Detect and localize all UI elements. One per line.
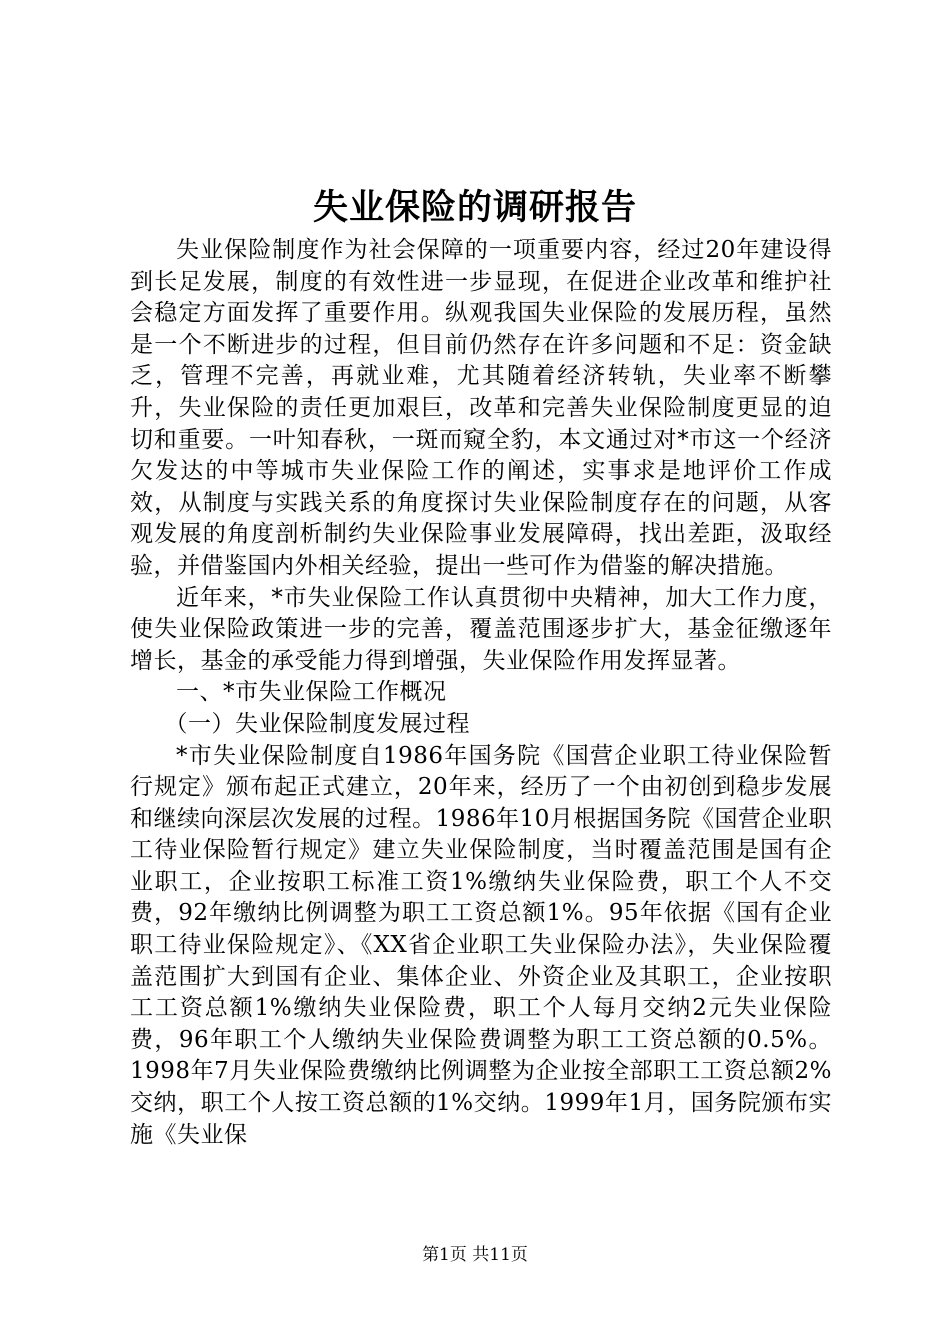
section-heading: 一、*市失业保险工作概况	[176, 679, 447, 706]
document-body	[130, 235, 832, 1151]
document-title: 失业保险的调研报告	[312, 187, 637, 228]
subsection-heading: （一）失业保险制度发展过程	[164, 710, 470, 737]
page-number-footer: 第1页 共11页	[422, 1245, 528, 1265]
paragraph-overview: 近年来，*市失业保险工作认真贯彻中央精神，加大工作力度，使失业保险政策进一步的完善，覆盖范围逐步扩大，基金征缴逐年增长，基金的承受能力得到增强，失业保险作用发挥显著。	[130, 584, 832, 674]
paragraph-intro: 失业保险制度作为社会保障的一项重要内容，经过20年建设得到长足发展，制度的有效性进一步显现，在促进企业改革和维护社会稳定方面发挥了重要作用。纵观我国失业保险的发展历程，虽然是一个不断进步的过程，但目前仍然存在许多问题和不足：资金缺乏，管理不完善，再就业难，尤其随着经济转轨，失业率不断攀升，失业保险的责任更加艰巨，改革和完善失业保险制度更显的迫切和重要。一叶知春秋，一斑而窥全豹，本文通过对*市这一个经济欠发达的中等城市失业保险工作的阐述，实事求是地评价工作成效，从制度与实践关系的角度探讨失业保险制度存在的问题，从客观发展的角度剖析制约失业保险事业发展障碍，找出差距，汲取经验，并借鉴国内外相关经验，提出一些可作为借鉴的解决措施。	[130, 237, 832, 579]
paragraph-history: *市失业保险制度自1986年国务院《国营企业职工待业保险暂行规定》颁布起正式建立，20年来，经历了一个由初创到稳步发展和继续向深层次发展的过程。1986年10月根据国务院《国营企业职工待业保险暂行规定》建立失业保险制度，当时覆盖范围是国有企业职工，企业按职工标准工资1%缴纳失业保险费，职工个人不交费，92年缴纳比例调整为职工工资总额1%。95年依据《国有企业职工待业保险规定》、《XX省企业职工失业保险办法》，失业保险覆盖范围扩大到国有企业、集体企业、外资企业及其职工，企业按职工工资总额1%缴纳失业保险费，职工个人每月交纳2元失业保险费，96年职工个人缴纳失业保险费调整为职工工资总额的0.5%。1998年7月失业保险费缴纳比例调整为企业按全部职工工资总额2%交纳，职工个人按工资总额的1%交纳。1999年1月，国务院颁布实施《失业保	[130, 742, 832, 1148]
